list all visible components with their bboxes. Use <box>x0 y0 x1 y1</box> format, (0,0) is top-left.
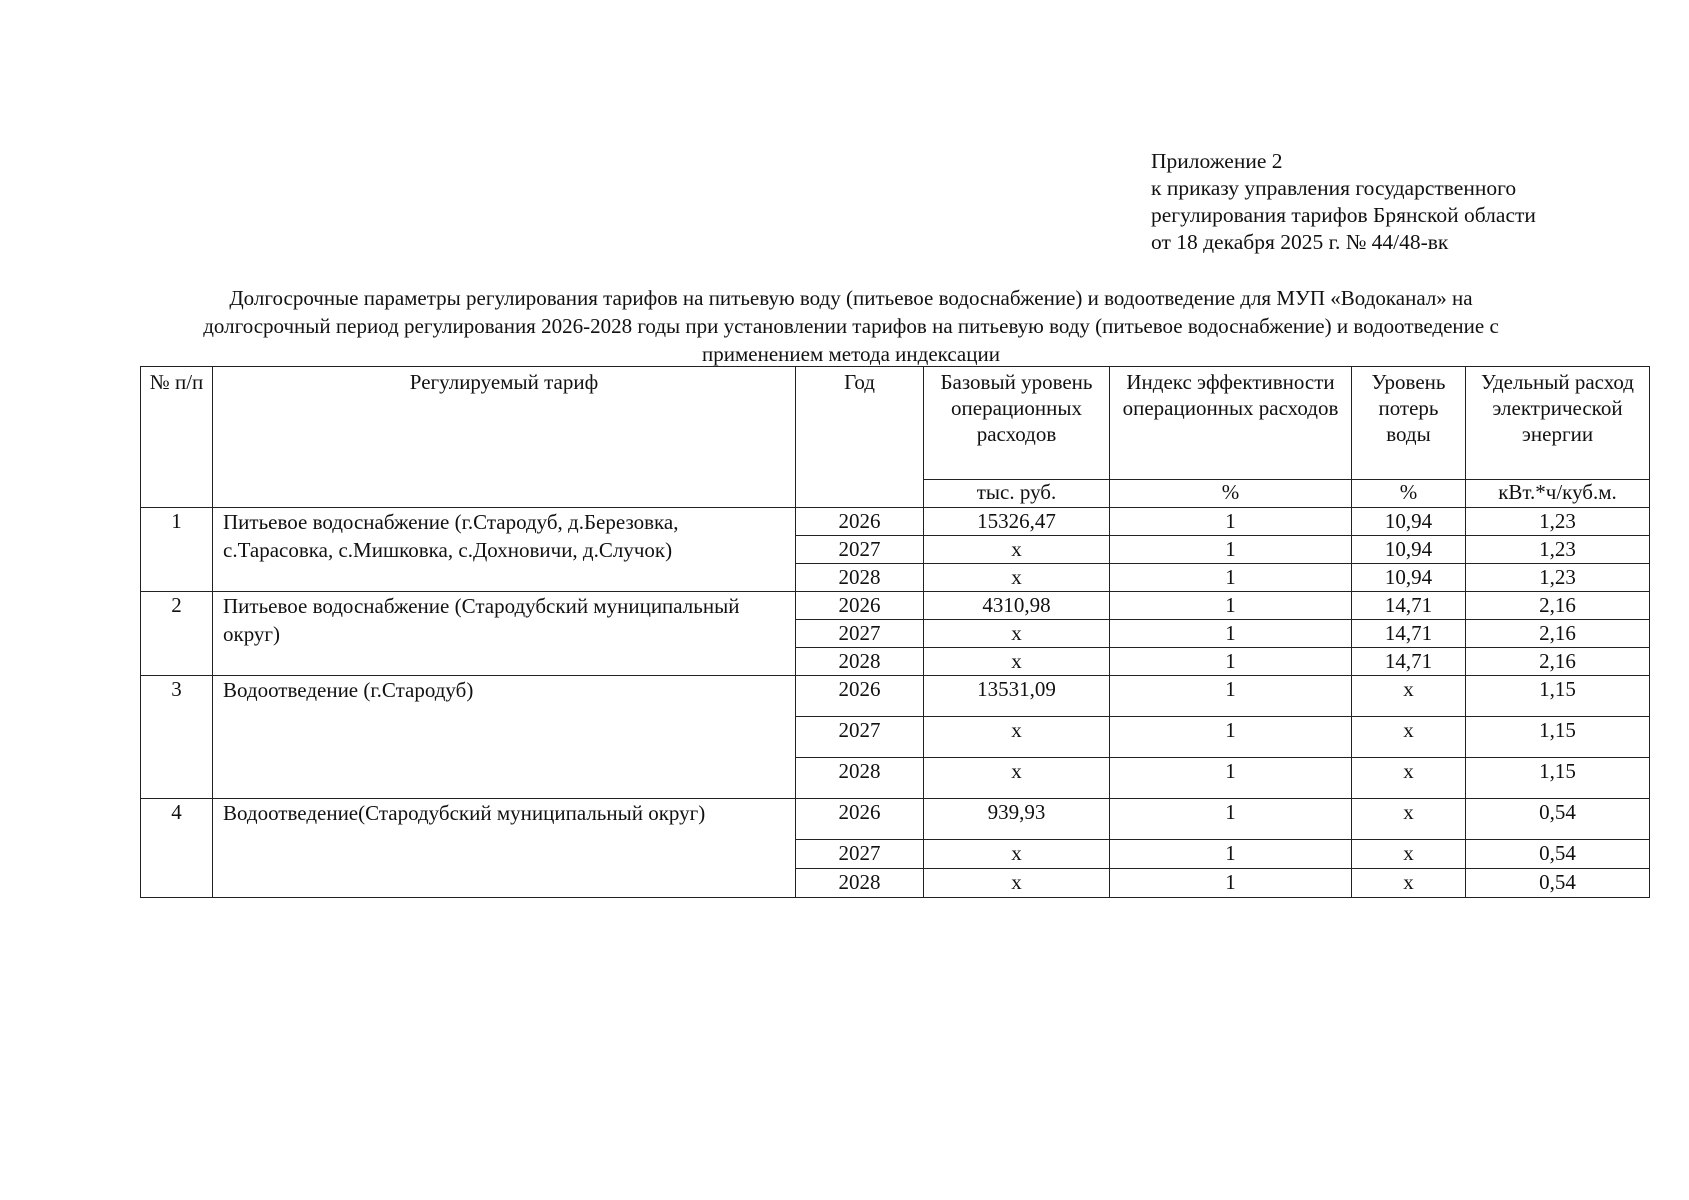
table-row <box>141 676 1650 717</box>
cell-base-opex: x <box>924 869 1110 898</box>
row-num: 4 <box>141 799 213 898</box>
tariff-parameters-table <box>140 366 1650 898</box>
cell-base-opex: x <box>924 536 1110 564</box>
cell-base-opex: x <box>924 648 1110 676</box>
row-tariff-name: Питьевое водоснабжение (Стародубский муниципальный округ) <box>213 592 796 676</box>
table-row <box>141 799 1650 840</box>
row-tariff-name: Водоотведение(Стародубский муниципальный округ) <box>213 799 796 898</box>
cell-water-loss: x <box>1352 869 1466 898</box>
cell-year: 2028 <box>796 648 924 676</box>
cell-water-loss: 10,94 <box>1352 536 1466 564</box>
cell-energy-consumption: 1,15 <box>1466 717 1650 758</box>
cell-efficiency-index: 1 <box>1110 648 1352 676</box>
cell-base-opex: 4310,98 <box>924 592 1110 620</box>
cell-energy-consumption: 0,54 <box>1466 869 1650 898</box>
cell-energy-consumption: 2,16 <box>1466 592 1650 620</box>
cell-efficiency-index: 1 <box>1110 676 1352 717</box>
table-row <box>141 508 1650 536</box>
cell-water-loss: 10,94 <box>1352 508 1466 536</box>
cell-base-opex: 13531,09 <box>924 676 1110 717</box>
cell-base-opex: x <box>924 620 1110 648</box>
cell-efficiency-index: 1 <box>1110 799 1352 840</box>
cell-efficiency-index: 1 <box>1110 592 1352 620</box>
header-year: Год <box>796 367 924 508</box>
row-num: 3 <box>141 676 213 799</box>
cell-energy-consumption: 0,54 <box>1466 799 1650 840</box>
cell-water-loss: x <box>1352 676 1466 717</box>
cell-water-loss: x <box>1352 840 1466 869</box>
title-line: Долгосрочные параметры регулирования тарифов на питьевую воду (питьевое водоснабжение) и водоотведение для МУП «Водоканал» на <box>229 286 1473 310</box>
cell-base-opex: 939,93 <box>924 799 1110 840</box>
cell-efficiency-index: 1 <box>1110 869 1352 898</box>
cell-year: 2026 <box>796 508 924 536</box>
cell-efficiency-index: 1 <box>1110 508 1352 536</box>
header-base-opex: Базовый уровень операционных расходов <box>924 367 1110 480</box>
unit-efficiency-index: % <box>1110 480 1352 508</box>
cell-year: 2026 <box>796 592 924 620</box>
unit-energy-consumption: кВт.*ч/куб.м. <box>1466 480 1650 508</box>
cell-efficiency-index: 1 <box>1110 620 1352 648</box>
cell-water-loss: x <box>1352 799 1466 840</box>
row-num: 1 <box>141 508 213 592</box>
appendix-line: к приказу управления государственного <box>1151 176 1517 200</box>
cell-energy-consumption: 1,23 <box>1466 508 1650 536</box>
cell-energy-consumption: 1,15 <box>1466 676 1650 717</box>
cell-base-opex: x <box>924 717 1110 758</box>
cell-water-loss: 14,71 <box>1352 648 1466 676</box>
cell-water-loss: x <box>1352 758 1466 799</box>
document-title <box>86 284 1616 368</box>
cell-base-opex: x <box>924 564 1110 592</box>
table-row <box>141 592 1650 620</box>
cell-energy-consumption: 1,23 <box>1466 536 1650 564</box>
header-efficiency-index: Индекс эффективности операционных расходов <box>1110 367 1352 480</box>
appendix-line: от 18 декабря 2025 г. № 44/48-вк <box>1151 230 1449 254</box>
row-num: 2 <box>141 592 213 676</box>
cell-energy-consumption: 1,23 <box>1466 564 1650 592</box>
cell-base-opex: 15326,47 <box>924 508 1110 536</box>
header-tariff: Регулируемый тариф <box>213 367 796 508</box>
row-tariff-name: Питьевое водоснабжение (г.Стародуб, д.Березовка, с.Тарасовка, с.Мишковка, с.Дохновичи, д.Случок) <box>213 508 796 592</box>
cell-energy-consumption: 1,15 <box>1466 758 1650 799</box>
cell-year: 2027 <box>796 717 924 758</box>
header-energy-consumption: Удельный расход электрической энергии <box>1466 367 1650 480</box>
cell-efficiency-index: 1 <box>1110 717 1352 758</box>
cell-year: 2028 <box>796 758 924 799</box>
cell-water-loss: x <box>1352 717 1466 758</box>
header-num: № п/п <box>141 367 213 508</box>
cell-year: 2027 <box>796 620 924 648</box>
cell-water-loss: 14,71 <box>1352 620 1466 648</box>
cell-efficiency-index: 1 <box>1110 564 1352 592</box>
cell-year: 2027 <box>796 840 924 869</box>
title-line: долгосрочный период регулирования 2026-2028 годы при установлении тарифов на питьевую воду (питьевое водоснабжение) и водоотведение с <box>203 314 1499 338</box>
cell-year: 2026 <box>796 676 924 717</box>
appendix-line: регулирования тарифов Брянской области <box>1151 203 1536 227</box>
cell-year: 2028 <box>796 564 924 592</box>
cell-base-opex: x <box>924 758 1110 799</box>
unit-base-opex: тыс. руб. <box>924 480 1110 508</box>
cell-energy-consumption: 2,16 <box>1466 620 1650 648</box>
cell-efficiency-index: 1 <box>1110 840 1352 869</box>
cell-water-loss: 10,94 <box>1352 564 1466 592</box>
cell-year: 2026 <box>796 799 924 840</box>
title-line: применением метода индексации <box>702 342 1000 366</box>
cell-year: 2027 <box>796 536 924 564</box>
cell-water-loss: 14,71 <box>1352 592 1466 620</box>
cell-efficiency-index: 1 <box>1110 536 1352 564</box>
row-tariff-name: Водоотведение (г.Стародуб) <box>213 676 796 799</box>
cell-year: 2028 <box>796 869 924 898</box>
cell-energy-consumption: 0,54 <box>1466 840 1650 869</box>
cell-base-opex: x <box>924 840 1110 869</box>
header-water-loss: Уровень потерь воды <box>1352 367 1466 480</box>
appendix-reference <box>1151 148 1536 256</box>
cell-energy-consumption: 2,16 <box>1466 648 1650 676</box>
appendix-line: Приложение 2 <box>1151 149 1283 173</box>
unit-water-loss: % <box>1352 480 1466 508</box>
cell-efficiency-index: 1 <box>1110 758 1352 799</box>
